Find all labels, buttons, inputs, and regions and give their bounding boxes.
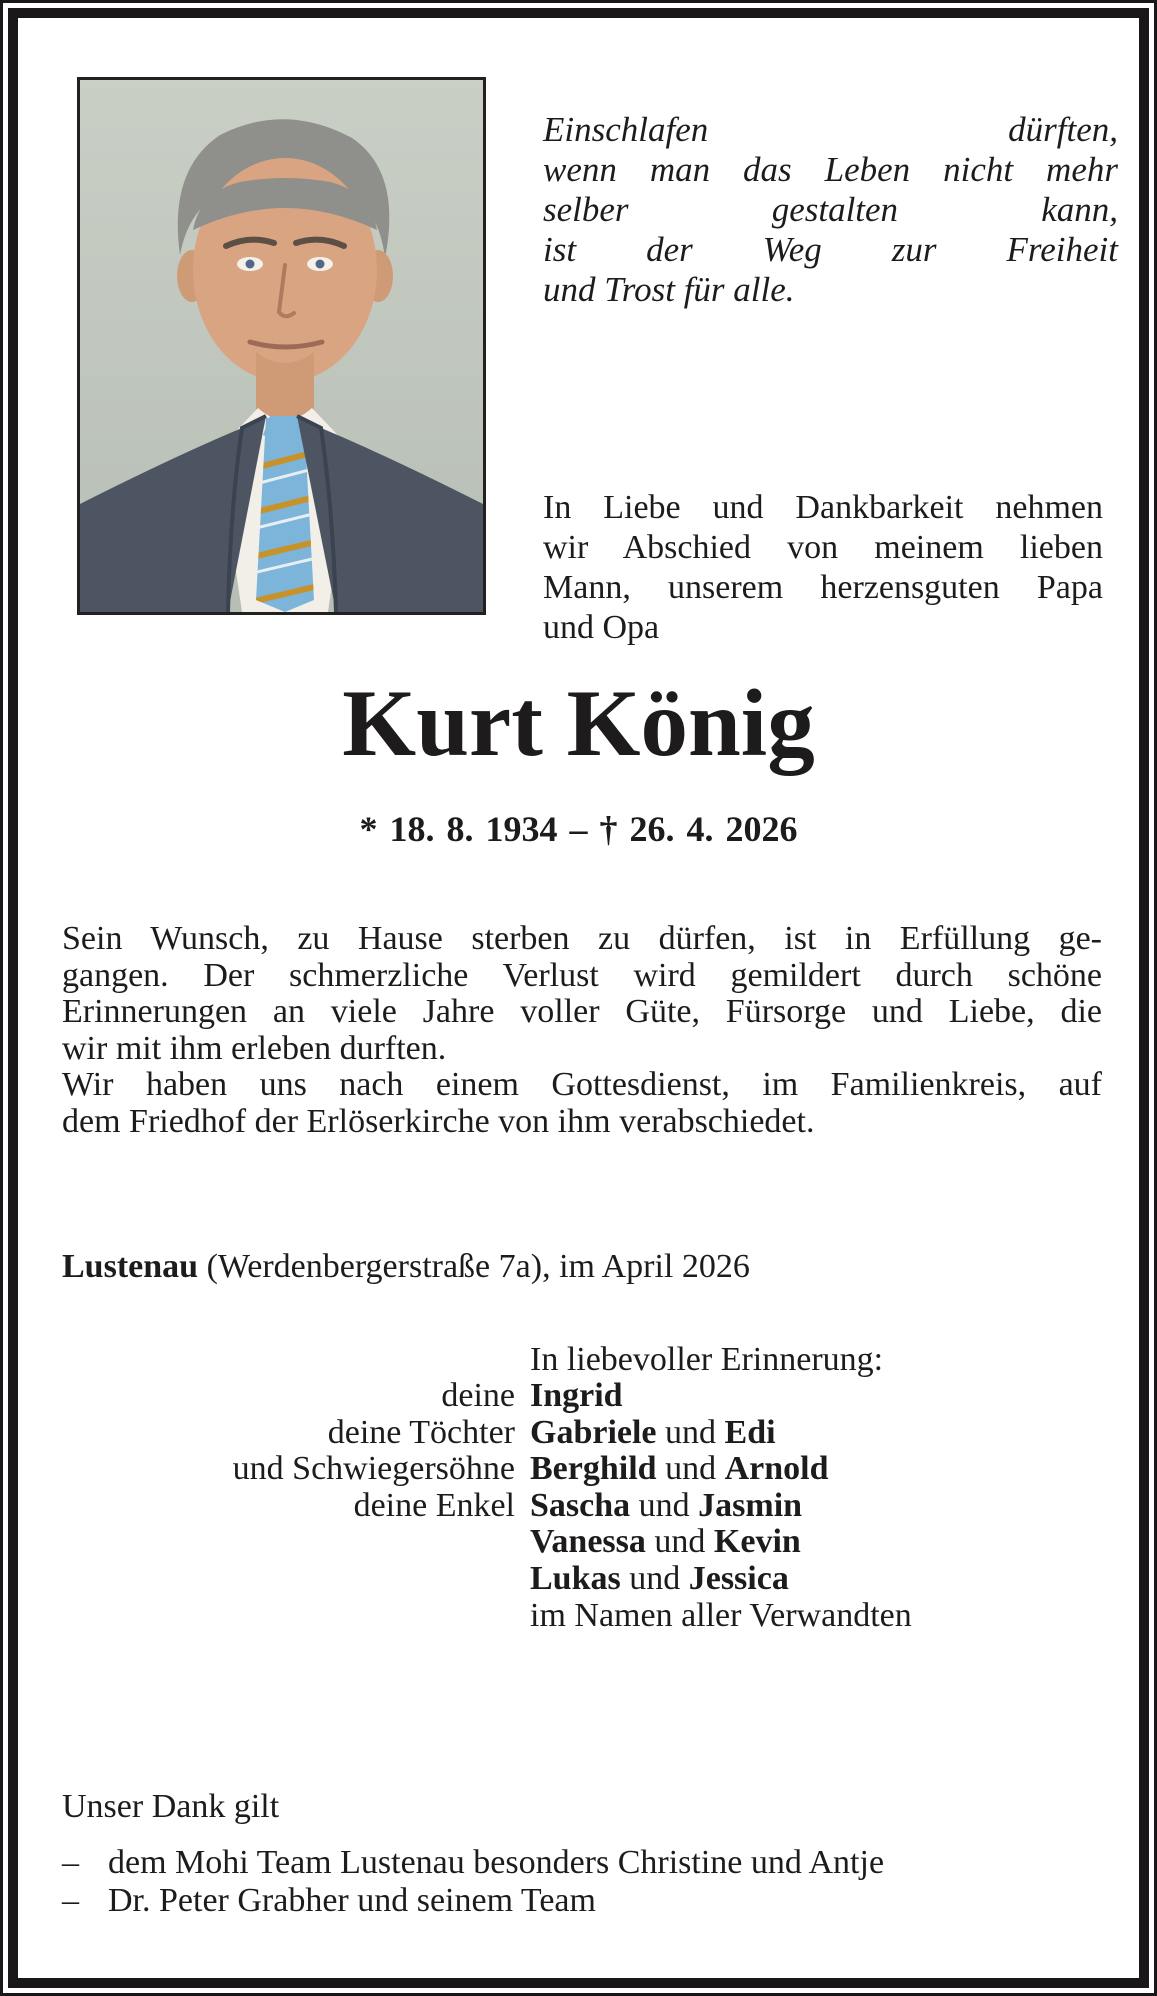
text-line: Erinnerungen an viele Jahre voller Güte, Fürsorge und Liebe, die: [62, 993, 1102, 1030]
text-line: wir mit ihm erleben durften.: [62, 1029, 447, 1067]
family-relation-label: und Schwiegersöhne: [232, 1450, 515, 1488]
dash-bullet: –: [62, 1881, 79, 1919]
family-name: Arnold: [724, 1450, 829, 1488]
thanks-item: [62, 1844, 884, 1882]
family-names: [530, 1378, 623, 1415]
family-name: Vanessa: [530, 1523, 646, 1561]
family-name: Gabriele: [530, 1413, 657, 1451]
family-relation-label: deine: [441, 1377, 515, 1414]
family-connector: und: [620, 1559, 689, 1597]
text-line: Wir haben uns nach einem Gottesdienst, im Familienkreis, auf: [62, 1066, 1102, 1103]
farewell-intro: [543, 488, 1103, 648]
family-name: Sascha: [530, 1486, 631, 1524]
family-connector: und: [630, 1486, 699, 1524]
body-paragraph-1: [62, 921, 1102, 1067]
text-line: In Liebe und Dankbarkeit nehmen: [543, 489, 1103, 526]
text-line: und Opa: [543, 609, 660, 646]
family-row: [62, 1415, 1121, 1452]
family-row: [62, 1378, 1121, 1415]
obituary-body: [62, 921, 1102, 1140]
family-row: [62, 1451, 1121, 1488]
text-line: wir Abschied von meinem lieben: [543, 529, 1103, 566]
family-row: [62, 1524, 1121, 1561]
place-date-line: [62, 1248, 750, 1286]
family-connector: im Namen aller Verwandten: [530, 1596, 912, 1634]
text-line: dem Friedhof der Erlöserkirche von ihm verabschiedet.: [62, 1102, 815, 1140]
family-name: Berghild: [530, 1450, 657, 1488]
family-row: [62, 1598, 1121, 1635]
family-row: [62, 1561, 1121, 1598]
thanks-text: dem Mohi Team Lustenau besonders Christine und Antje: [108, 1844, 885, 1881]
text-line: Einschlafen dürften,: [543, 110, 1118, 149]
family-name: Edi: [724, 1413, 776, 1451]
inner-frame-rule: [8, 8, 1149, 1988]
text-line: und Trost für alle.: [543, 270, 795, 309]
family-relation-label: [62, 1561, 515, 1598]
text-line: Sein Wunsch, zu Hause sterben zu dürfen, ist in Erfüllung ge-: [62, 920, 1102, 957]
iris-left: [246, 260, 255, 269]
family-name: Ingrid: [530, 1377, 623, 1414]
memoriam-heading: In liebevoller Erinnerung:: [530, 1341, 884, 1378]
family-connector: und: [656, 1450, 725, 1488]
deceased-name: Kurt König: [342, 670, 815, 776]
family-names: [530, 1488, 802, 1525]
thanks-list: [62, 1844, 884, 1919]
text-line: gangen. Der schmerzliche Verlust wird gemildert durch schöne: [62, 956, 1102, 994]
iris-right: [316, 260, 325, 269]
family-relation-label: deine Enkel: [353, 1486, 515, 1524]
text-line: wenn man das Leben nicht mehr: [543, 150, 1118, 189]
family-list: [62, 1378, 1121, 1634]
place-details: (Werdenbergerstraße 7a), im April 2026: [198, 1248, 750, 1285]
dash-bullet: –: [62, 1844, 79, 1881]
thanks-text: Dr. Peter Grabher und seinem Team: [108, 1881, 596, 1919]
family-relation-label: [62, 1598, 515, 1635]
text-line: selber gestalten kann,: [543, 190, 1118, 229]
text-line: Mann, unserem herzensguten Papa: [543, 569, 1103, 606]
family-row: [62, 1488, 1121, 1525]
text-line: ist der Weg zur Freiheit: [543, 230, 1118, 269]
birth-death-dates: * 18. 8. 1934 – † 26. 4. 2026: [359, 809, 798, 849]
family-name: Jessica: [688, 1559, 789, 1597]
family-name: Lukas: [530, 1559, 621, 1597]
family-relation-label: [62, 1524, 515, 1561]
portrait-photo: [77, 77, 486, 615]
thanks-item: [62, 1882, 884, 1920]
family-names: [530, 1598, 912, 1635]
family-relation-label: deine Töchter: [327, 1413, 515, 1451]
portrait-illustration: [80, 80, 483, 612]
memorial-verse: [543, 110, 1118, 310]
thanks-heading: Unser Dank gilt: [62, 1788, 280, 1825]
family-names: [530, 1524, 801, 1561]
place-name: Lustenau: [62, 1248, 199, 1285]
family-names: [530, 1561, 789, 1598]
family-connector: und: [645, 1523, 714, 1561]
family-connector: und: [656, 1413, 725, 1451]
family-name: Jasmin: [698, 1486, 803, 1524]
family-name: Kevin: [713, 1523, 801, 1561]
family-names: [530, 1415, 776, 1452]
body-paragraph-2: [62, 1067, 1102, 1140]
family-names: [530, 1451, 829, 1488]
